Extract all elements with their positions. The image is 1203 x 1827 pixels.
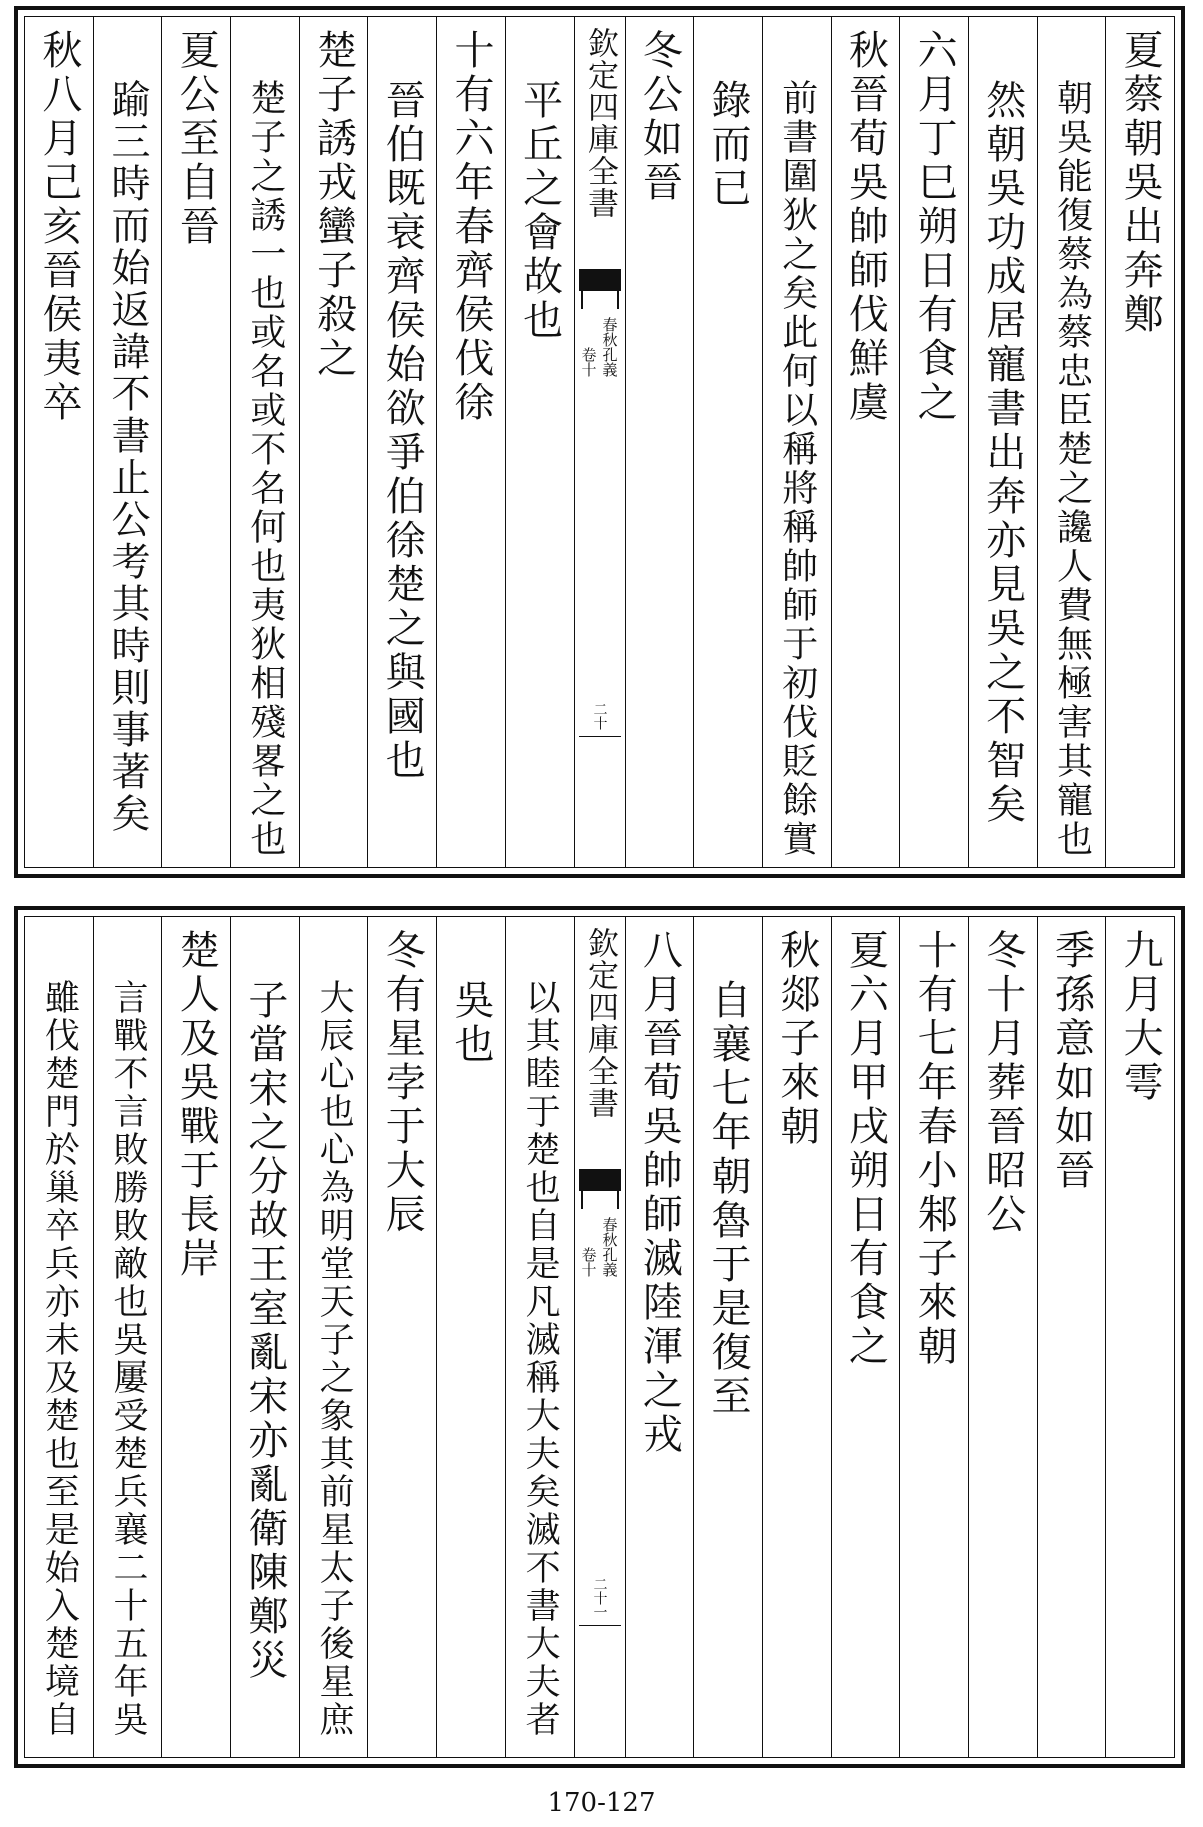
text-column — [1105, 917, 1174, 1757]
column-text: 子當宋之分故王室亂宋亦亂衛陳鄭災 — [241, 979, 288, 1683]
text-column — [436, 17, 505, 867]
text-column — [968, 917, 1037, 1757]
volume-label: 卷十 — [579, 1247, 598, 1277]
text-column — [161, 17, 230, 867]
text-column — [230, 17, 299, 867]
text-column — [968, 17, 1037, 867]
page-code: 170-127 — [547, 1788, 656, 1818]
text-column — [1037, 17, 1106, 867]
text-column — [899, 17, 968, 867]
text-column — [831, 917, 900, 1757]
column-text: 冬十月葬晉昭公 — [979, 929, 1026, 1237]
column-text: 楚子之誘一也或名或不名何也夷狄相殘畧之也 — [244, 79, 286, 859]
column-text: 然朝吳功成居寵書出奔亦見吳之不智矣 — [979, 79, 1026, 827]
column-text: 季孫意如如晉 — [1048, 929, 1095, 1193]
leaf-rule — [579, 1625, 621, 1626]
collection-title: 欽定四庫全書 — [582, 927, 618, 1119]
column-text: 九月大雩 — [1117, 929, 1164, 1105]
text-column — [299, 17, 368, 867]
column-text: 夏六月甲戌朔日有食之 — [842, 929, 889, 1369]
column-text: 楚人及吳戰于長岸 — [173, 929, 220, 1281]
text-column — [505, 917, 574, 1757]
column-text: 夏蔡朝吳出奔鄭 — [1117, 29, 1164, 337]
column-text: 雖伐楚門於巢卒兵亦未及楚也至是始入楚境自 — [39, 979, 80, 1739]
text-column — [230, 917, 299, 1757]
column-text: 晉伯既衰齊侯始欲爭伯徐楚之與國也 — [379, 79, 426, 783]
column-text: 踰三時而始返諱不書止公考其時則事著矣 — [105, 79, 151, 835]
column-text: 自襄七年朝魯于是復至 — [705, 979, 752, 1419]
column-text: 吳也 — [447, 979, 494, 1067]
column-text: 朝吳能復蔡為蔡忠臣楚之讒人費無極害其寵也 — [1051, 79, 1093, 859]
bottom-page-panel — [14, 906, 1185, 1768]
text-column — [25, 917, 93, 1757]
column-text: 平丘之會故也 — [516, 79, 563, 343]
text-column — [93, 917, 162, 1757]
column-text: 秋晉荀吳帥師伐鮮虞 — [842, 29, 889, 425]
fishtail-mark — [579, 1169, 621, 1191]
fishtail-mark — [579, 269, 621, 291]
column-text: 秋郯子來朝 — [773, 929, 820, 1149]
text-column — [899, 917, 968, 1757]
text-column — [367, 917, 436, 1757]
top-page-panel — [14, 6, 1185, 878]
text-column — [693, 917, 762, 1757]
text-column — [625, 917, 694, 1757]
text-column — [299, 917, 368, 1757]
fishtail-bracket — [581, 1191, 619, 1209]
column-text: 秋八月己亥晉侯夷卒 — [35, 29, 82, 425]
text-column — [762, 917, 831, 1757]
text-column — [831, 17, 900, 867]
text-column — [693, 17, 762, 867]
text-column — [436, 917, 505, 1757]
volume-label: 卷十 — [579, 347, 598, 377]
collection-title: 欽定四庫全書 — [582, 27, 618, 219]
column-text: 冬公如晉 — [636, 29, 683, 205]
book-title: 春秋孔義 — [600, 1217, 619, 1277]
center-fold-column — [574, 17, 625, 867]
column-text: 前書圍狄之矣此何以稱將稱帥師于初伐貶餘實 — [776, 79, 818, 859]
column-text: 十有六年春齊侯伐徐 — [447, 29, 494, 425]
column-text: 錄而已 — [705, 79, 752, 211]
column-text: 六月丁巳朔日有食之 — [911, 29, 958, 425]
text-column — [25, 17, 93, 867]
bottom-column-grid — [24, 916, 1175, 1758]
column-text: 楚子誘戎蠻子殺之 — [310, 29, 357, 381]
text-column — [161, 917, 230, 1757]
column-text: 八月晉荀吳帥師滅陸渾之戎 — [636, 929, 683, 1457]
text-column — [1105, 17, 1174, 867]
column-text: 十有七年春小邾子來朝 — [911, 929, 958, 1369]
text-column — [1037, 917, 1106, 1757]
column-text: 言戰不言敗勝敗敵也吳屢受楚兵襄二十五年吳 — [108, 979, 149, 1739]
leaf-number: 二十一 — [591, 1577, 608, 1619]
column-text: 以其睦于楚也自是凡滅稱大夫矣滅不書大夫者 — [520, 979, 561, 1739]
text-column — [367, 17, 436, 867]
text-column — [625, 17, 694, 867]
column-text: 夏公至自晉 — [173, 29, 220, 249]
leaf-number: 二十 — [591, 702, 608, 730]
center-fold-column — [574, 917, 625, 1757]
column-text: 冬有星孛于大辰 — [379, 929, 426, 1237]
text-column — [505, 17, 574, 867]
column-text: 大辰心也心為明堂天子之象其前星太子後星庶 — [314, 979, 355, 1739]
fishtail-bracket — [581, 291, 619, 309]
text-column — [93, 17, 162, 867]
leaf-rule — [579, 736, 621, 737]
book-title: 春秋孔義 — [600, 317, 619, 377]
text-column — [762, 17, 831, 867]
top-column-grid — [24, 16, 1175, 868]
